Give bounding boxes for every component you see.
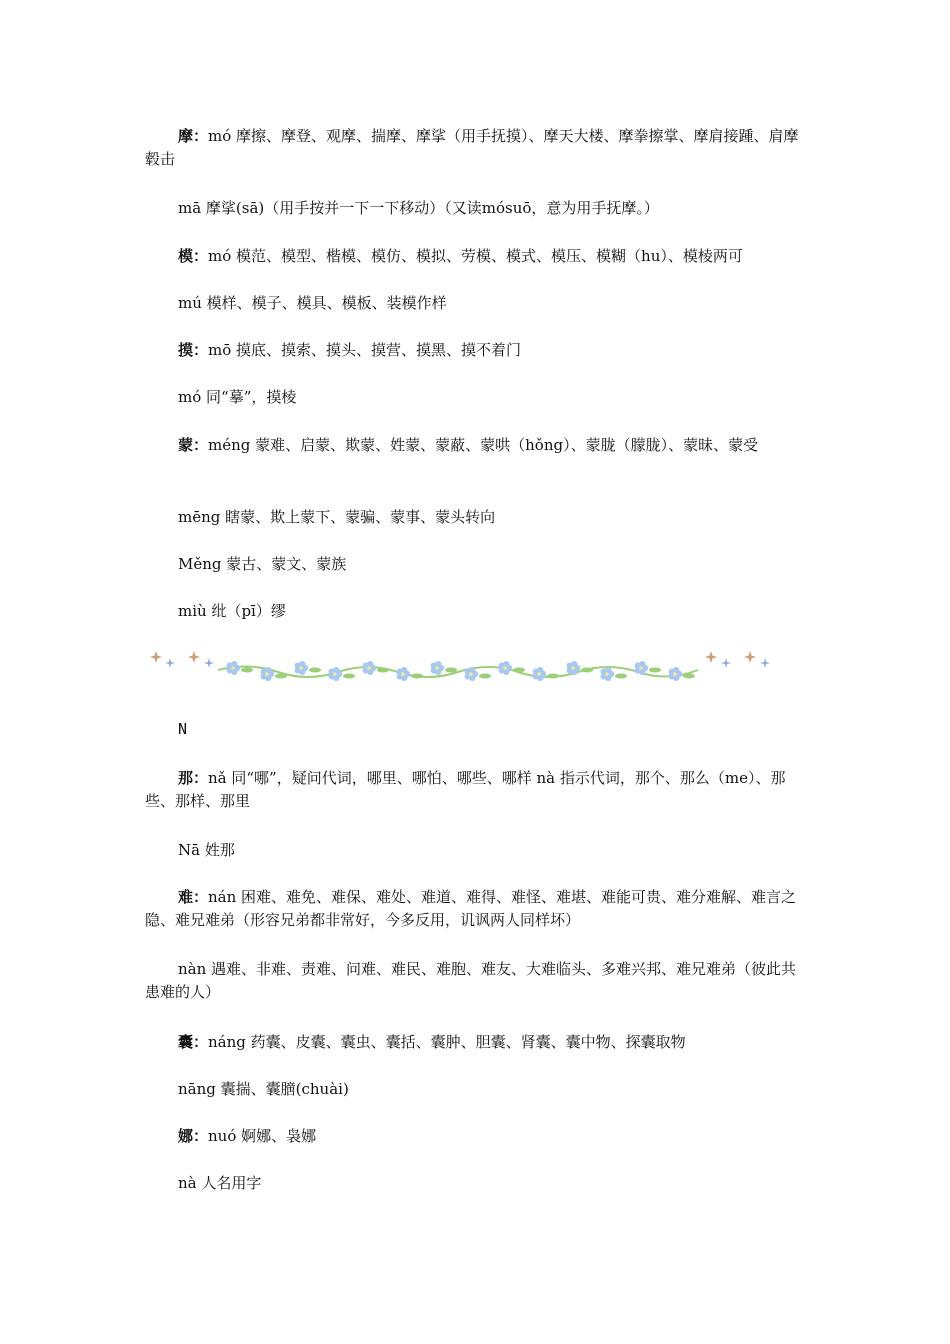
flower-center — [537, 672, 541, 676]
leaf-icon — [513, 668, 525, 673]
entry-mo-摸2 — [145, 386, 810, 409]
entry-nang-囊2 — [145, 1078, 810, 1101]
flower-center — [503, 666, 507, 670]
entry-text: mú 模样、模子、模具、模板、装模作样 — [178, 294, 447, 312]
flower-petal — [503, 661, 509, 667]
entry-text: mō 摸底、摸索、摸头、摸营、摸黑、摸不着门 — [208, 341, 522, 359]
flower-center — [299, 666, 303, 670]
entry-meng-蒙3 — [145, 553, 810, 576]
entry-text: nà 人名用字 — [178, 1174, 262, 1192]
vine-flowers-icon — [218, 661, 698, 681]
leaf-icon — [343, 674, 355, 679]
entry-head: 摩： — [178, 127, 209, 145]
leaf-icon — [547, 674, 559, 679]
entry-text: nán 困难、难免、难保、难处、难道、难得、难怪、难堪、难能可贵、难分难解、难言之隐、难兄难弟（形容兄弟都非常好，今多反用，讥讽两人同样坏） — [145, 888, 797, 929]
entry-na-那2 — [145, 839, 810, 862]
entry-mo-摸 — [145, 339, 810, 362]
flower-petal — [673, 667, 679, 673]
leaf-icon — [377, 668, 389, 673]
leaf-icon — [581, 668, 593, 673]
leaf-icon — [309, 668, 321, 673]
entry-text: Měng 蒙古、蒙文、蒙族 — [178, 555, 347, 573]
leaf-icon — [615, 674, 627, 679]
entry-text: Nā 姓那 — [178, 841, 235, 859]
entry-text: mā 摩挲(sā)（用手按并一下一下移动）（又读mósuō，意为用手抚摩。） — [178, 199, 659, 217]
entry-text: miù 纰（pī）缪 — [178, 602, 286, 620]
flower-petal — [469, 667, 475, 673]
flower-petal — [605, 667, 611, 673]
flower-petal — [265, 667, 271, 673]
sparkle-star-icon — [150, 651, 214, 668]
entry-text: mēng 瞎蒙、欺上蒙下、蒙骗、蒙事、蒙头转向 — [178, 508, 496, 526]
leaf-icon — [683, 674, 695, 679]
entry-text: mó 模范、模型、楷模、模仿、模拟、劳模、模式、模压、模糊（hu）、模棱两可 — [208, 247, 743, 265]
entry-mo-模 — [145, 245, 810, 268]
leaf-icon — [445, 668, 457, 673]
entry-head: 囊： — [178, 1033, 209, 1051]
flower-petal — [401, 667, 407, 673]
flower-center — [231, 666, 235, 670]
entry-text: nāng 囊揣、囊膪(chuài) — [178, 1080, 349, 1098]
flower-petal — [537, 667, 543, 673]
flower-center — [571, 666, 575, 670]
flower-vine-divider — [148, 648, 778, 688]
flower-petal — [435, 661, 441, 667]
flower-center — [435, 666, 439, 670]
leaf-icon — [479, 674, 491, 679]
flower-petal — [367, 661, 373, 667]
flower-petal — [299, 661, 305, 667]
entry-text: nàn 遇难、非难、责难、问难、难民、难胞、难友、大难临头、多难兴邦、难兄难弟（彼此共患难的人） — [145, 960, 797, 1001]
entry-nuo-娜 — [145, 1125, 810, 1148]
leaf-icon — [275, 674, 287, 679]
flower-center — [639, 666, 643, 670]
entry-head: 那： — [178, 769, 209, 787]
leaf-icon — [241, 668, 253, 673]
flower-petal — [571, 661, 577, 667]
flower-center — [469, 672, 473, 676]
entry-nang-囊 — [145, 1031, 810, 1054]
entry-head: 娜： — [178, 1127, 209, 1145]
flower-center — [367, 666, 371, 670]
entry-head: 蒙： — [178, 436, 209, 454]
flower-center — [673, 672, 677, 676]
flower-petal — [639, 661, 645, 667]
sparkle-star-icon-right — [705, 651, 770, 668]
entry-text: mó 同“摹”，摸棱 — [178, 388, 297, 406]
entry-text: nǎ 同“哪”，疑问代词，哪里、哪怕、哪些、哪样 nà 指示代词，那个、那么（me）、那些、那样、那里 — [145, 769, 786, 810]
entry-nan-难2 — [145, 958, 810, 1004]
entry-meng-蒙 — [145, 434, 810, 457]
entry-mo-摩 — [145, 125, 810, 171]
entry-head: 摸： — [178, 341, 209, 359]
entry-text: nuó 婀娜、袅娜 — [208, 1127, 317, 1145]
flower-petal — [231, 661, 237, 667]
entry-na-娜2 — [145, 1172, 810, 1195]
leaf-icon — [649, 668, 661, 673]
entry-nan-难 — [145, 886, 810, 932]
entry-meng-蒙2 — [145, 506, 810, 529]
leaf-icon — [411, 674, 423, 679]
flower-center — [333, 672, 337, 676]
entry-head: 模： — [178, 247, 209, 265]
entry-na-那 — [145, 767, 810, 813]
entry-head: 难： — [178, 888, 209, 906]
entry-text: méng 蒙难、启蒙、欺蒙、姓蒙、蒙蔽、蒙哄（hǒng）、蒙胧（朦胧）、蒙昧、蒙受 — [208, 436, 759, 454]
entry-miu-缪 — [145, 600, 810, 623]
flower-center — [265, 672, 269, 676]
flower-center — [401, 672, 405, 676]
entry-ma-摩 — [145, 197, 810, 220]
section-letter: N — [178, 720, 188, 738]
entry-text: náng 药囊、皮囊、囊虫、囊括、囊肿、胆囊、肾囊、囊中物、探囊取物 — [208, 1033, 686, 1051]
entry-text: mó 摩擦、摩登、观摩、揣摩、摩挲（用手抚摸）、摩天大楼、摩拳擦掌、摩肩接踵、肩摩毂击 — [145, 127, 799, 168]
flower-petal — [333, 667, 339, 673]
flower-center — [605, 672, 609, 676]
entry-mu-模 — [145, 292, 810, 315]
